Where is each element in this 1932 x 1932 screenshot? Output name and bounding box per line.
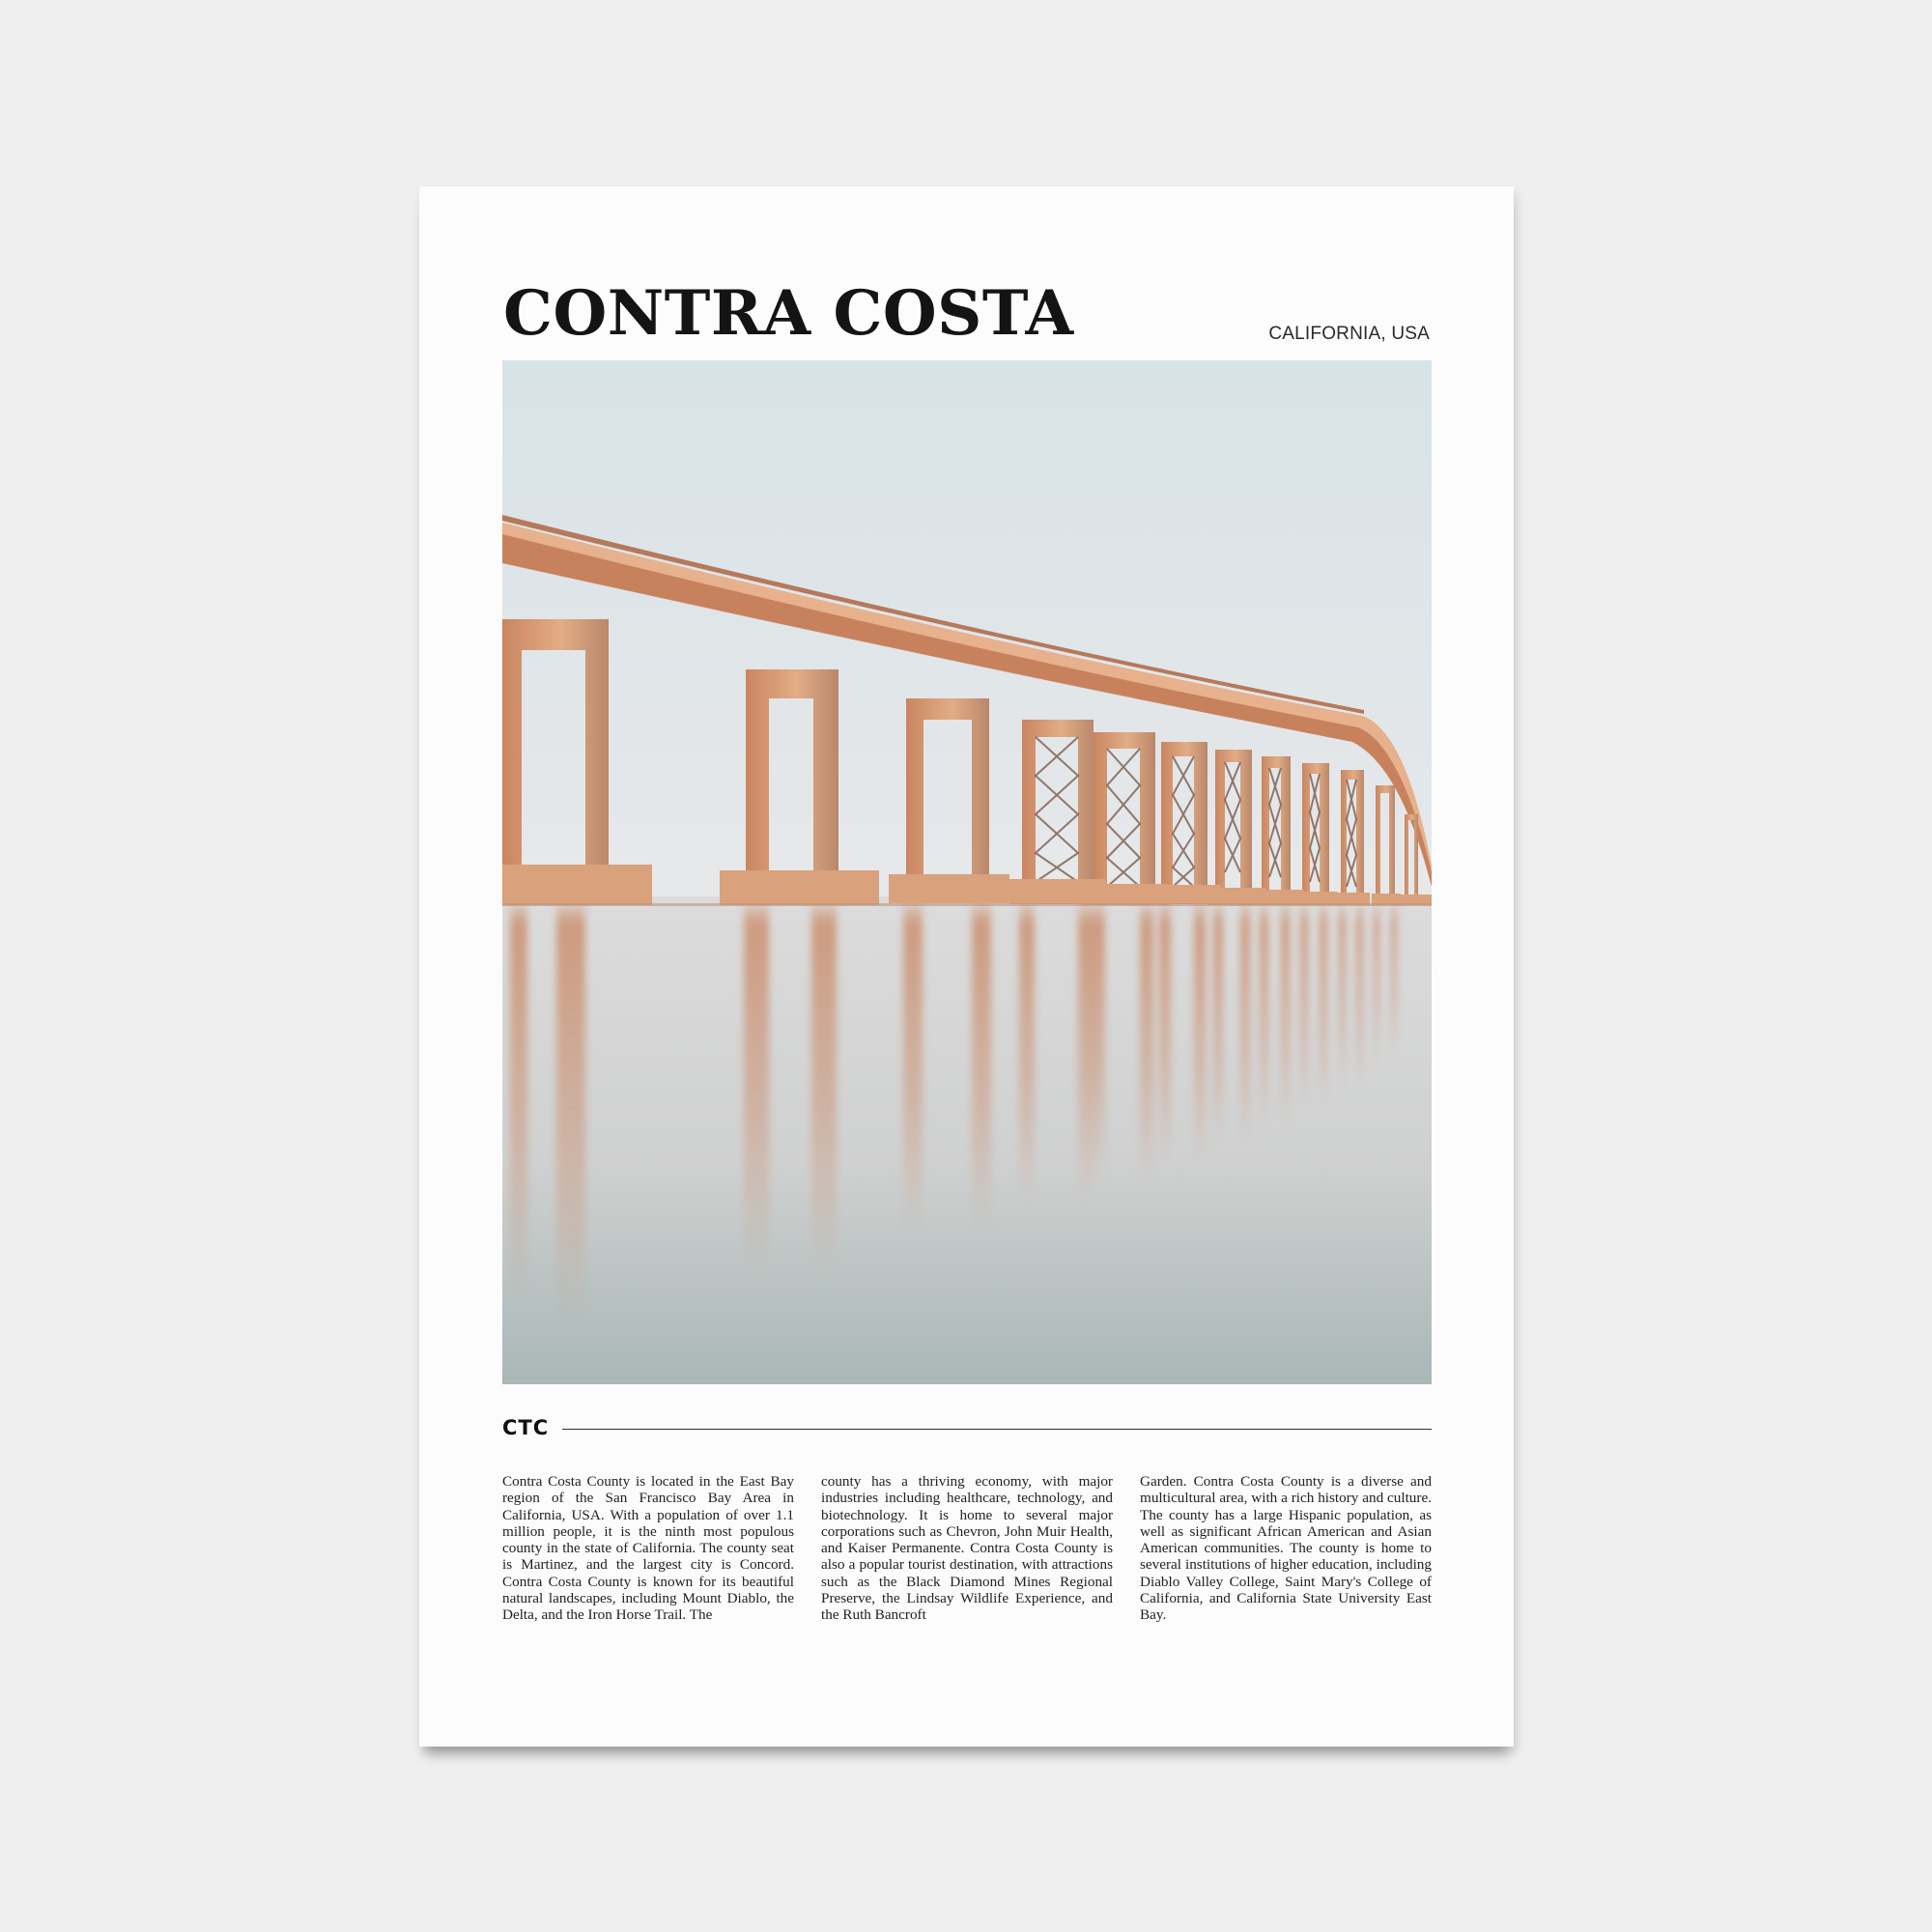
description-column-1: Contra Costa County is located in the East Bay region of the San Francisco Bay Area in California, USA. With a population of over 1.1 million people, it is the ninth most populous county in the state of California. The county seat is Martinez, and the largest city is Concord. Contra Costa County is known for its beautiful natural landscapes, including Mount Diablo, the Delta, and the Iron Horse Trail. The: [502, 1473, 794, 1624]
description-column-2: county has a thriving economy, with major industries including healthcare, technology, and biotechnology. It is home to several major corporations such as Chevron, John Muir Health, and Kaiser Permanente. Contra Costa County is also a popular tourist destination, with attractions such as the Black Diamond Mines Regional Preserve, the Lindsay Wildlife Experience, and the Ruth Bancroft: [821, 1473, 1113, 1624]
description-columns: [502, 1473, 1432, 1624]
poster-title: CONTRA COSTA: [503, 277, 1074, 350]
description-column-3: Garden. Contra Costa County is a diverse and multicultural area, with a rich history and culture. The county has a large Hispanic population, as well as significant African American and Asian American communities. The county is home to several institutions of higher education, including Diablo Valley College, Saint Mary's College of California, and California State University East Bay.: [1140, 1473, 1432, 1624]
divider-line: [562, 1429, 1432, 1430]
poster: [419, 186, 1514, 1747]
poster-subtitle: CALIFORNIA, USA: [1268, 324, 1430, 344]
bridge-photo: [502, 360, 1432, 1384]
location-code: CTC: [502, 1416, 550, 1439]
